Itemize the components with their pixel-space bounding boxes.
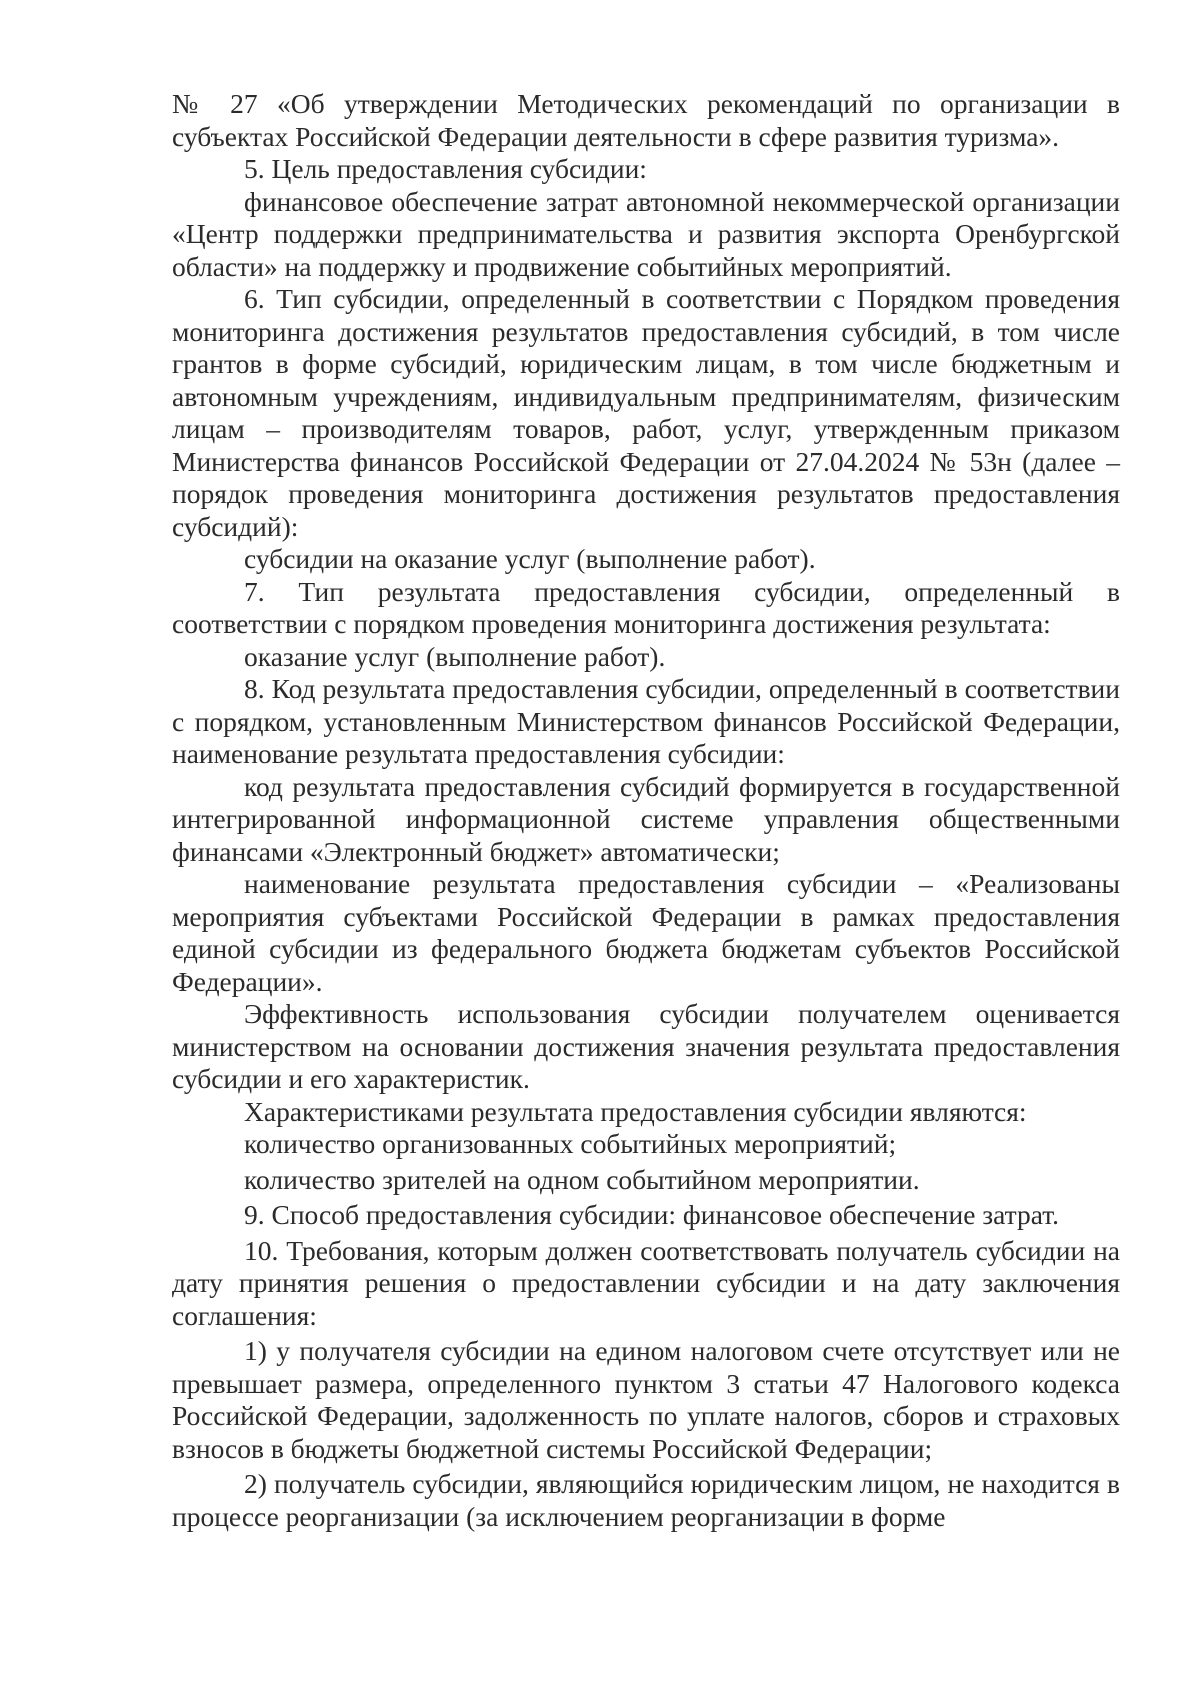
paragraph-intro: № 27 «Об утверждении Методических рекомендаций по организации в субъектах Российской Федерации деятельности в сфере развития туризма». [172,88,1120,152]
paragraph-6-heading: 6. Тип субсидии, определенный в соответствии с Порядком проведения мониторинга достижения результатов предоставления субсидий, в том числе грантов в форме субсидий, юридическим лицам, в том числе бюджетным и автономным учреждениям, индивидуальным предпринимателям, физическим лицам – производителям товаров, работ, услуг, утвержденным приказом Министерства финансов Российской Федерации от 27.04.2024 № 53н (далее – порядок проведения мониторинга достижения результатов предоставления субсидий): [172,283,1120,542]
paragraph-5-heading: 5. Цель предоставления субсидии: [244,153,647,184]
paragraph-8-heading: 8. Код результата предоставления субсидии, определенный в соответствии с порядком, установленным Министерством финансов Российской Федерации, наименование результата предоставления субсидии: [172,673,1120,769]
paragraph-8-characteristic-1: количество организованных событийных мероприятий; [244,1128,897,1159]
paragraph-9: 9. Способ предоставления субсидии: финансовое обеспечение затрат. [244,1199,1060,1230]
paragraph-5-body: финансовое обеспечение затрат автономной некоммерческой организации «Центр поддержки предпринимательства и развития экспорта Оренбургской области» на поддержку и продвижение событийных мероприятий. [172,185,1120,282]
paragraph-8-name: наименование результата предоставления субсидии – «Реализованы мероприятия субъектами Российской Федерации в рамках предоставления единой субсидии из федерального бюджета бюджетам субъектов Российской Федерации». [172,868,1120,997]
document-body [172,88,1120,1533]
paragraph-8-characteristic-2: количество зрителей на одном событийном мероприятии. [244,1163,920,1195]
paragraph-7-body: оказание услуг (выполнение работ). [244,640,666,672]
paragraph-8-efficiency: Эффективность использования субсидии получателем оценивается министерством на основании достижения значения результата предоставления субсидии и его характеристик. [172,998,1120,1094]
paragraph-6-body: субсидии на оказание услуг (выполнение работ). [244,543,816,574]
paragraph-10-heading: 10. Требования, которым должен соответствовать получатель субсидии на дату принятия решения о предоставлении субсидии и на дату заключения соглашения: [172,1234,1120,1331]
paragraph-7-heading: 7. Тип результата предоставления субсидии, определенный в соответствии с порядком проведения мониторинга достижения результата: [172,575,1120,639]
paragraph-10-item-1: 1) у получателя субсидии на едином налоговом счете отсутствует или не превышает размера, определенного пунктом 3 статьи 47 Налогового кодекса Российской Федерации, задолженность по уплате налогов, сборов и страховых взносов в бюджеты бюджетной системы Российской Федерации; [172,1335,1120,1464]
paragraph-8-characteristics: Характеристиками результата предоставления субсидии являются: [244,1095,1027,1127]
paragraph-8-code: код результата предоставления субсидий формируется в государственной интегрированной информационной системе управления общественными финансами «Электронный бюджет» автоматически; [172,770,1120,867]
paragraph-10-item-2: 2) получатель субсидии, являющийся юридическим лицом, не находится в процессе реорганизации (за исключением реорганизации в форме [172,1468,1120,1532]
